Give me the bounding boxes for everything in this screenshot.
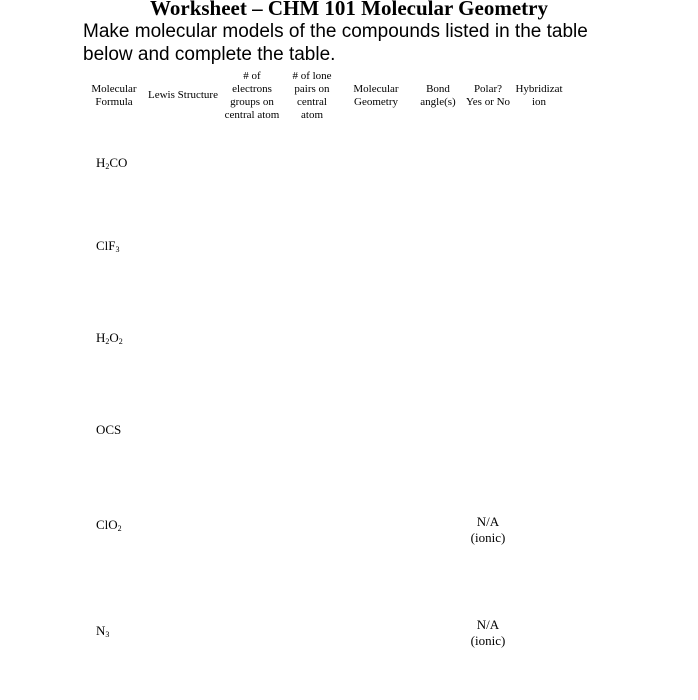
formula-cell: $N_3$ [96,623,110,639]
header-lone-pairs: # of lone pairs on central atom [292,70,332,121]
header-molecular-formula: Molecular Formula [91,83,137,108]
header-polar: Polar? Yes or No [465,83,511,108]
header-bond-angles: Bond angle(s) [420,83,456,108]
formula-cell: $H_2CO$ [96,155,128,171]
header-lewis-structure: Lewis Structure [148,89,218,101]
formula-cell: ClO$_2$ [96,517,122,533]
formula-cell: $H_2O_2$ [96,330,123,346]
worksheet-title: Worksheet – CHM 101 Molecular Geometry [150,0,548,20]
header-hybridization: Hybridizat ion [515,83,563,108]
worksheet-instructions [83,20,623,66]
instructions-line-2: below and complete the table. [83,44,336,65]
formula-cell: ClF$_3$ [96,238,120,254]
instructions-line-1: Make molecular models of the compounds listed in the table [83,21,588,42]
header-electron-groups: # of electrons groups on central atom [224,70,280,121]
header-molecular-geometry: Molecular Geometry [353,83,399,108]
formula-cell: OCS [96,422,122,437]
polar-note: N/A (ionic) [470,617,506,648]
polar-note: N/A (ionic) [470,514,506,545]
